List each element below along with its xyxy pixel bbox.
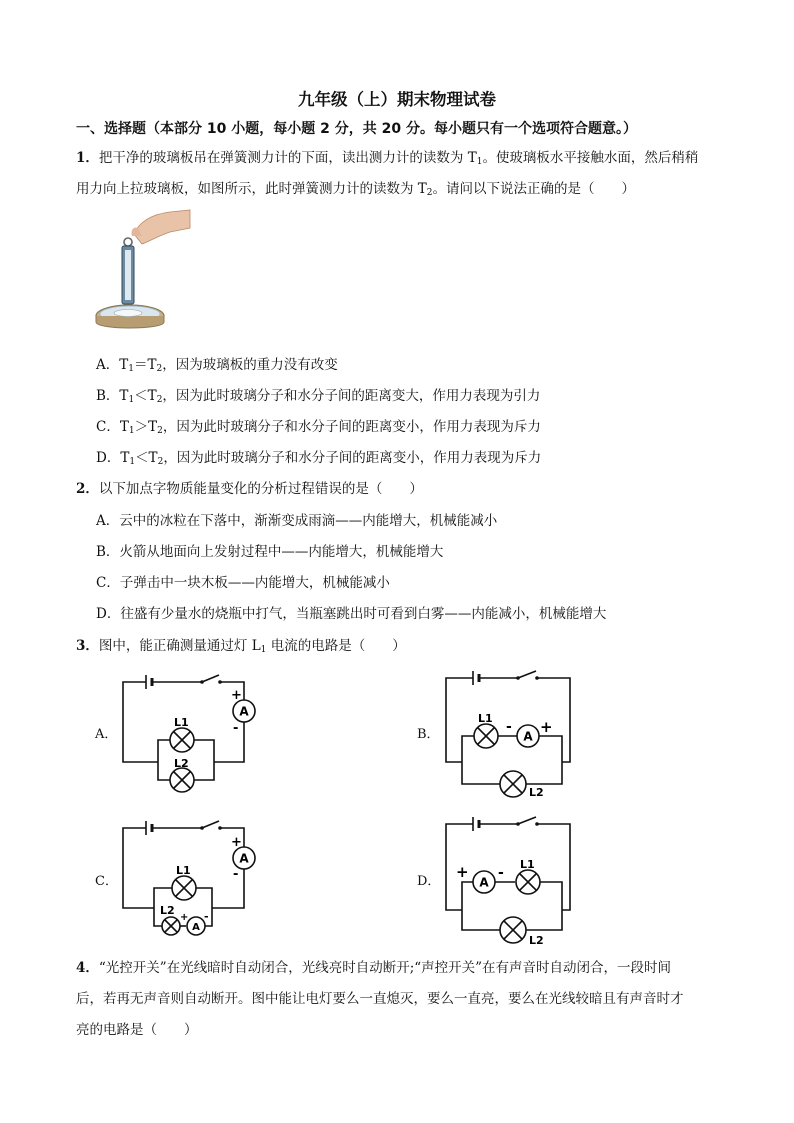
q1-option-d[interactable]: D．$T_1<T_2$，因为此时玻璃分子和水分子间的距离变小，作用力表现为斥力 [96,450,542,467]
svg-text:+: + [180,912,189,923]
q2-option-b[interactable]: B．火箭从地面向上发射过程中——内能增大，机械能增大 [96,544,444,560]
svg-text:L2: L2 [174,757,189,770]
q4-number: 4． [76,960,99,976]
svg-text:A: A [523,729,533,744]
svg-text:L2: L2 [160,904,175,917]
svg-text:-: - [506,719,512,735]
q3-label-a[interactable]: A． [95,727,118,742]
q2-option-c[interactable]: C．子弹击中一块木板——内能增大，机械能减小 [96,575,390,591]
q2-stem: 2．以下加点字物质能量变化的分析过程错误的是（ ） [76,481,423,497]
svg-text:-: - [498,865,504,881]
q1-number: 1． [76,150,99,166]
q2-number: 2． [76,481,99,497]
svg-text:+: + [540,718,553,736]
page-title: 九年级（上）期末物理试卷 [298,90,496,109]
svg-text:A: A [239,851,249,866]
q3-label-c[interactable]: C． [95,874,118,889]
q1-option-b[interactable]: B．$T_1<T_2$，因为此时玻璃分子和水分子间的距离变大，作用力表现为引力 [96,388,541,405]
q1-line1: 1．把干净的玻璃板吊在弹簧测力计的下面，读出测力计的读数为 $T_1$。使玻璃板水平接触水面，然后稍稍 [76,150,699,167]
q2-option-d[interactable]: D．往盛有少量水的烧瓶中打气，当瓶塞跳出时可看到白雾——内能减小，机械能增大 [96,606,607,622]
svg-text:L1: L1 [478,712,493,725]
q3-circuit-a [118,668,268,798]
section-heading: 一、选择题（本部分 10 小题，每小题 2 分，共 20 分。每小题只有一个选项符合题意。） [76,121,637,137]
q4-line1: 4．“光控开关”在光线暗时自动闭合，光线亮时自动断开;“声控开关”在有声音时自动闭合，一段时间 [76,960,672,976]
svg-text:-: - [204,910,209,923]
q3-circuit-c [118,816,268,944]
svg-text:+: + [456,863,469,881]
q3-number: 3． [76,638,99,654]
svg-text:-: - [233,721,239,736]
svg-text:L2: L2 [529,934,544,947]
svg-text:+: + [231,688,242,703]
svg-text:A: A [239,704,249,719]
svg-text:-: - [233,867,239,882]
q1-spring-scale-figure [92,206,192,336]
q1-line2: 用力向上拉玻璃板，如图所示，此时弹簧测力计的读数为 $T_2$。请问以下说法正确的是（ ） [76,181,636,198]
q2-option-a[interactable]: A．云中的冰粒在下落中，渐渐变成雨滴——内能增大，机械能减小 [96,513,498,529]
svg-text:L1: L1 [176,864,191,877]
q3-circuit-d [440,812,580,948]
svg-text:+: + [231,835,242,850]
q4-line2: 后，若再无声音则自动断开。图中能让电灯要么一直熄灭，要么一直亮，要么在光线较暗且有声音时才 [76,991,684,1007]
q3-circuit-b [440,666,580,800]
q4-line3: 亮的电路是（ ） [76,1022,198,1038]
q1-option-c[interactable]: C．$T_1>T_2$，因为此时玻璃分子和水分子间的距离变小，作用力表现为斥力 [96,419,541,436]
svg-text:L1: L1 [520,858,535,871]
q3-stem: 3．图中，能正确测量通过灯 $L_1$ 电流的电路是（ ） [76,638,406,655]
svg-text:L2: L2 [529,786,544,799]
q3-label-d[interactable]: D． [417,874,441,889]
q1-option-a[interactable]: A．$T_1=T_2$，因为玻璃板的重力没有改变 [96,357,338,374]
svg-text:A: A [192,922,200,933]
svg-text:A: A [479,875,489,890]
svg-text:L1: L1 [174,716,189,729]
q3-label-b[interactable]: B． [417,727,440,742]
